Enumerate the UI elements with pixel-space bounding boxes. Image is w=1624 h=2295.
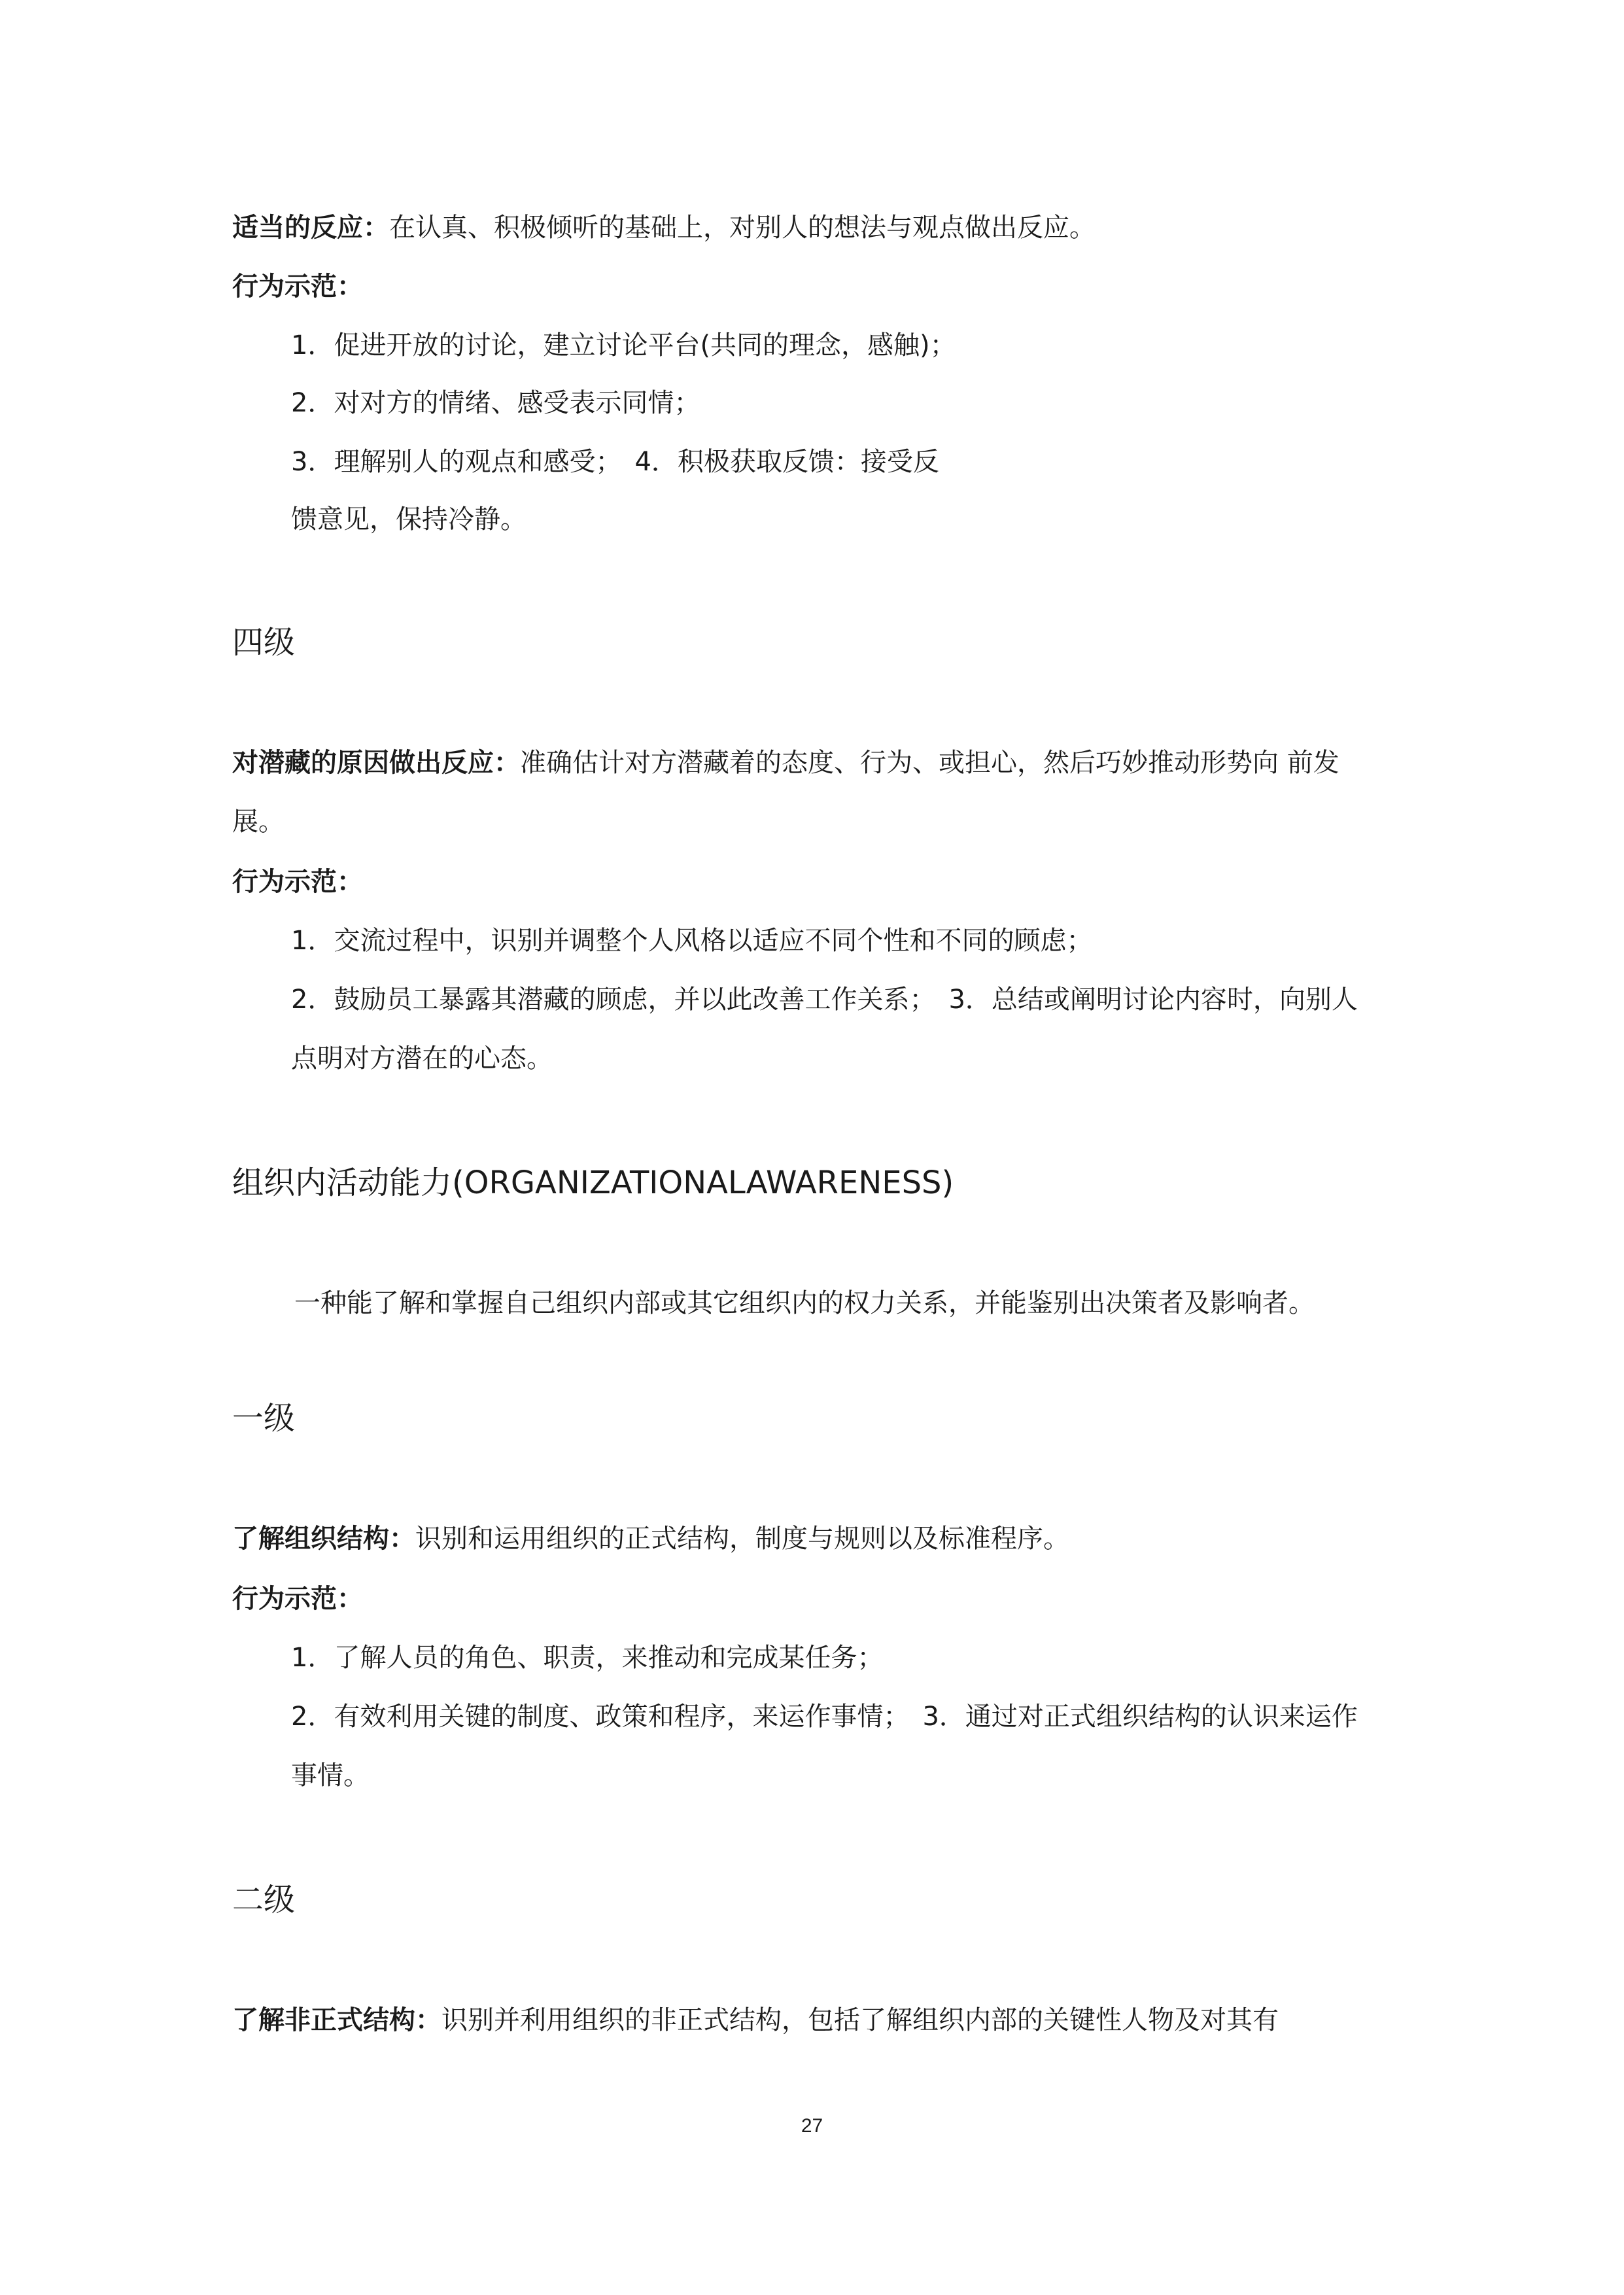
term-label: 对潜藏的原因做出反应： xyxy=(232,748,520,778)
behavior-heading: 行为示范： xyxy=(232,1584,363,1614)
paragraph-continuation: 展。 xyxy=(232,807,285,837)
term-definition: 识别并利用组织的非正式结构，包括了解组织内部的关键性人物及对其有 xyxy=(441,2005,1279,2035)
section-heading: 组织内活动能力(ORGANIZATIONALAWARENESS) xyxy=(232,1165,954,1201)
section-intro: 一种能了解和掌握自己组织内部或其它组织内的权力关系，并能鉴别出决策者及影响者。 xyxy=(294,1288,1315,1318)
paragraph-appropriate-response xyxy=(232,211,1096,245)
paragraph-informal-structure xyxy=(232,2003,1279,2037)
term-definition: 准确估计对方潜藏着的态度、行为、或担心，然后巧妙推动形势向 前发 xyxy=(520,748,1339,778)
list-item: 2．有效利用关键的制度、政策和程序，来运作事情； 3．通过对正式组织结构的认识来运作 xyxy=(291,1702,1358,1732)
page-number: 27 xyxy=(801,2115,823,2137)
list-item: 1．促进开放的讨论，建立讨论平台(共同的理念，感触)； xyxy=(291,330,956,360)
list-item-continuation: 点明对方潜在的心态。 xyxy=(291,1043,553,1074)
term-label: 了解组织结构： xyxy=(232,1524,415,1554)
list-item: 1．了解人员的角色、职责，来推动和完成某任务； xyxy=(291,1643,884,1673)
list-item: 1．交流过程中，识别并调整个人风格以适应不同个性和不同的顾虑； xyxy=(291,926,1093,956)
paragraph-formal-structure xyxy=(232,1522,1069,1556)
term-definition: 识别和运用组织的正式结构，制度与规则以及标准程序。 xyxy=(415,1524,1069,1554)
level-heading: 一级 xyxy=(232,1400,296,1437)
list-item: 2．鼓励员工暴露其潜藏的顾虑，并以此改善工作关系； 3．总结或阐明讨论内容时，向别人 xyxy=(291,985,1358,1015)
list-item-continuation: 馈意见，保持冷静。 xyxy=(291,504,527,534)
term-label: 了解非正式结构： xyxy=(232,2005,441,2035)
level-heading: 四级 xyxy=(232,624,296,661)
paragraph-hidden-causes xyxy=(232,746,1339,780)
term-definition: 在认真、积极倾听的基础上，对别人的想法与观点做出反应。 xyxy=(389,213,1096,243)
behavior-heading: 行为示范： xyxy=(232,867,363,897)
list-item-continuation: 事情。 xyxy=(291,1761,370,1791)
behavior-heading: 行为示范： xyxy=(232,272,363,302)
term-label: 适当的反应： xyxy=(232,213,389,243)
list-item: 2．对对方的情绪、感受表示同情； xyxy=(291,388,700,418)
list-item: 3．理解别人的观点和感受； 4．积极获取反馈：接受反 xyxy=(291,447,939,477)
level-heading: 二级 xyxy=(232,1882,296,1918)
